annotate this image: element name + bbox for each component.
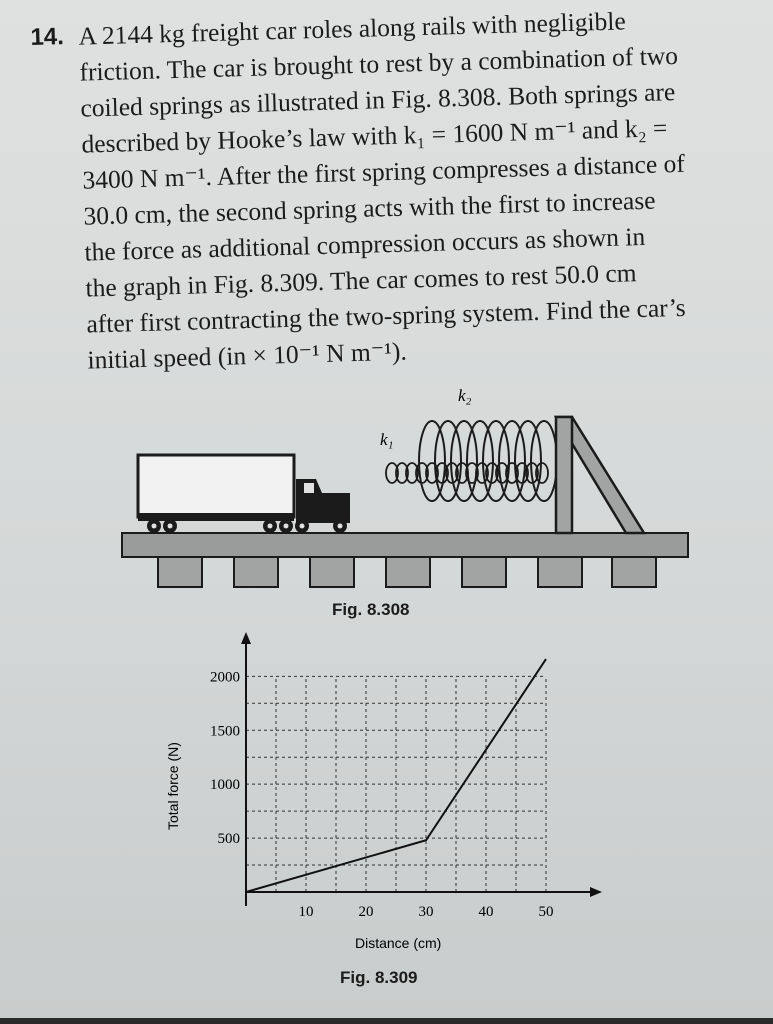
x-tick-label: 50 <box>538 904 554 920</box>
fig-8-309-caption: Fig. 8.309 <box>340 968 418 987</box>
problem-line-5: 3400 N m⁻¹. After the first spring compresses a distance of <box>82 148 686 195</box>
rail-track <box>122 533 688 557</box>
x-tick-label: 20 <box>358 904 374 920</box>
problem-line-3: coiled springs as illustrated in Fig. 8.308. Both springs are <box>80 77 676 123</box>
chart-ticks <box>210 669 554 920</box>
problem-line-4: described by Hooke’s law with k₁ = 1600 N m⁻¹ and k₂ = <box>81 113 668 159</box>
problem-line-10: initial speed (in × 10⁻¹ N m⁻¹). <box>87 336 408 375</box>
problem-line-7: the force as additional compression occurs as shown in <box>84 221 646 267</box>
x-tick-label: 40 <box>478 904 494 920</box>
y-axis-arrow <box>241 632 251 644</box>
k2-label: k₂ <box>458 386 472 405</box>
chart-grid <box>246 676 546 892</box>
x-tick-label: 30 <box>418 904 434 920</box>
spring-k2 <box>419 421 557 501</box>
problem-line-6: 30.0 cm, the second spring acts with the first to increase <box>83 185 656 231</box>
k1-label: k₁ <box>380 430 394 449</box>
y-tick-label: 2000 <box>210 669 240 686</box>
problem-line-1: A 2144 kg freight car roles along rails with negligible <box>78 6 627 51</box>
x-axis-arrow <box>590 887 602 897</box>
problem-line-8: the graph in Fig. 8.309. The car comes to rest 50.0 cm <box>85 258 637 303</box>
freight-car <box>138 455 350 533</box>
bumper-wall <box>556 417 644 533</box>
fig-8-308-caption: Fig. 8.308 <box>332 600 410 619</box>
problem-14 <box>30 0 760 380</box>
problem-line-2: friction. The car is brought to rest by a combination of two <box>79 40 679 87</box>
y-tick-label: 1500 <box>210 723 240 740</box>
page-bottom-edge <box>0 1018 773 1024</box>
fig-8-308-diagram <box>110 385 700 595</box>
y-axis-label: Total force (N) <box>165 742 181 830</box>
y-tick-label: 500 <box>217 831 240 848</box>
x-axis-label: Distance (cm) <box>355 935 442 951</box>
problem-line-9: after first contracting the two-spring system. Find the car’s <box>86 292 687 339</box>
fig-8-309-chart <box>150 630 620 960</box>
rail-ties <box>158 557 656 587</box>
problem-number: 14. <box>30 23 65 51</box>
x-tick-label: 10 <box>298 904 314 920</box>
y-tick-label: 1000 <box>210 777 240 794</box>
